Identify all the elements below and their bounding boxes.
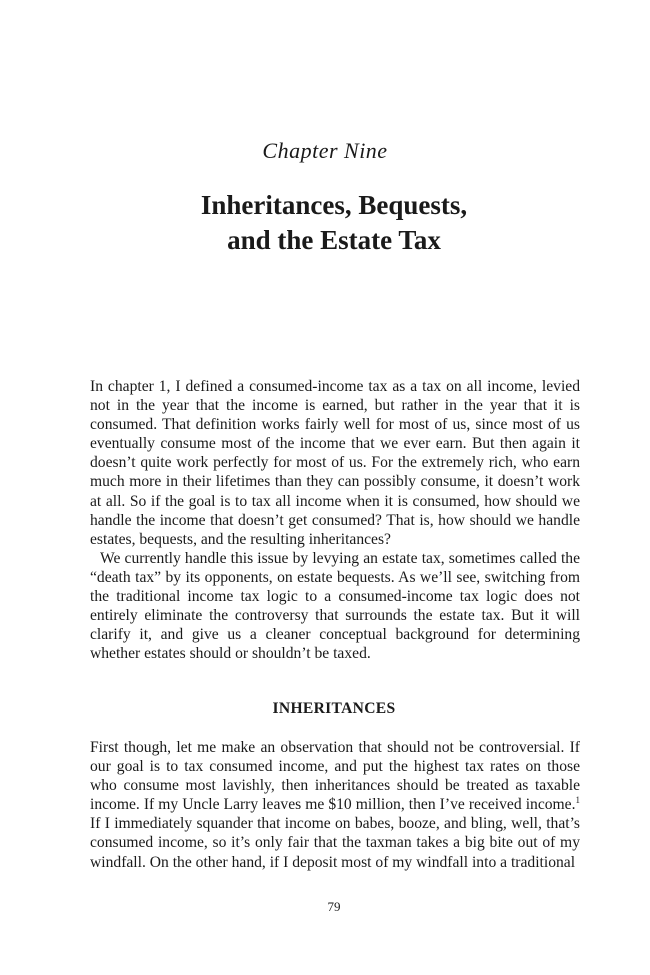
page-number: 79 (327, 899, 341, 914)
section-body (90, 738, 580, 872)
intro-paragraph-1: In chapter 1, I defined a consumed-income tax as a tax on all income, levied not in the year that the income is earned, but rather in the year that it is consumed. That definition works fairly well for most of us, since most of us eventually consume most of the income that we ever earn. But then again it doesn’t quite work perfectly for most of us. For the extremely rich, who earn much more in their lifetimes than they can possibly consume, it doesn’t work at all. So if the goal is to tax all income when it is consumed, how should we handle the income that doesn’t get consumed? That is, how should we handle estates, bequests, and the resulting inheritances? (90, 378, 580, 548)
intro-paragraph-2: We currently handle this issue by levying an estate tax, sometimes called the “death tax” by its opponents, on estate bequests. As we’ll see, switching from the traditional income tax logic to a consumed-income tax logic does not entirely eliminate the controversy that surrounds the estate tax. But it will clarify it, and give us a cleaner conceptual background for determining whether estates should or shouldn’t be taxed. (90, 549, 580, 663)
chapter-title (0, 188, 650, 258)
section-heading: INHERITANCES (272, 700, 396, 717)
section-text-before-note: First though, let me make an observation that should not be controversial. If our goal is to tax consumed income, and put the highest tax rates on those who consume most lavishly, then inheritances should be treated as taxable income. If my Uncle Larry leaves me $10 million, then I’ve received income. (90, 739, 580, 814)
section-paragraph-1 (90, 738, 580, 872)
intro-text (90, 377, 580, 663)
chapter-title-line-1: Inheritances, Bequests, (200, 190, 468, 220)
chapter-title-line-2: and the Estate Tax (227, 225, 441, 255)
section-text-after-note: If I immediately squander that income on babes, booze, and bling, well, that’s consumed income, so it’s only fair that the taxman takes a big bite out of my windfall. On the other hand, if I deposit most of my windfall into a traditional (90, 815, 580, 871)
chapter-label: Chapter Nine (262, 138, 388, 163)
footnote-marker: 1 (575, 795, 580, 806)
